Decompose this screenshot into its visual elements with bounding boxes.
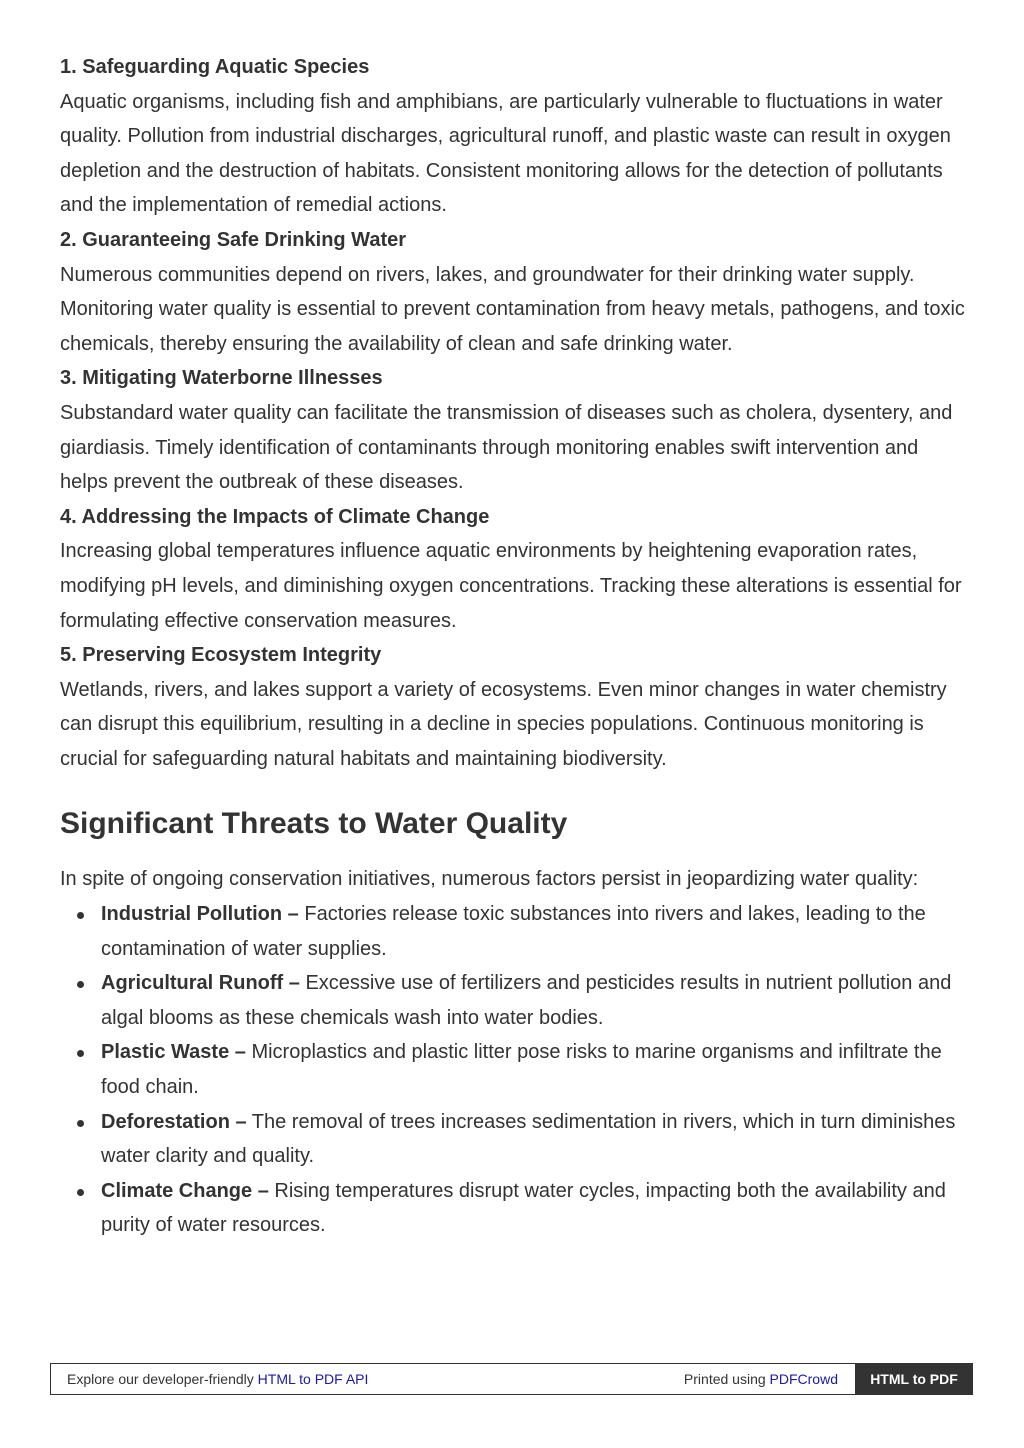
list-item bbox=[60, 1105, 970, 1174]
bullet-icon bbox=[77, 912, 84, 919]
threats-list bbox=[60, 897, 970, 1243]
list-item bbox=[60, 897, 970, 966]
bullet-icon bbox=[77, 1120, 84, 1127]
threat-term: Climate Change – bbox=[101, 1179, 269, 1202]
threats-title: Significant Threats to Water Quality bbox=[60, 807, 568, 841]
threat-text: Rising temperatures disrupt water cycles, impacting both the availability and purity of water resources. bbox=[101, 1179, 946, 1237]
threat-term: Agricultural Runoff – bbox=[101, 972, 300, 995]
footer-printed bbox=[684, 1364, 838, 1394]
threat-term: Industrial Pollution – bbox=[101, 903, 299, 926]
threat-text: Excessive use of fertilizers and pesticides results in nutrient pollution and algal blooms as these chemicals wash into water bodies. bbox=[101, 972, 952, 1029]
bullet-icon bbox=[77, 1050, 84, 1057]
threat-term: Plastic Waste – bbox=[101, 1041, 246, 1064]
html-to-pdf-badge[interactable]: HTML to PDF bbox=[855, 1363, 973, 1395]
section-heading-4: 4. Addressing the Impacts of Climate Change bbox=[60, 505, 490, 528]
section-body-5: Wetlands, rivers, and lakes support a variety of ecosystems. Even minor changes in water chemistry can disrupt this equilibrium, resulting in a decline in species populations. Continuous monitoring is crucial for safeguarding natural habitats and maintaining biodiversity. bbox=[60, 678, 947, 770]
section-body-1: Aquatic organisms, including fish and amphibians, are particularly vulnerable to fluctuations in water quality. Pollution from industrial discharges, agricultural runoff, and plastic waste can result in oxygen depletion and the destruction of habitats. Consistent monitoring allows for the detection of pollutants and the implementation of remedial actions. bbox=[60, 90, 951, 217]
threat-text: The removal of trees increases sedimentation in rivers, which in turn diminishes water clarity and quality. bbox=[101, 1110, 956, 1168]
list-item bbox=[60, 1035, 970, 1104]
list-item bbox=[60, 966, 970, 1035]
pdfcrowd-link[interactable]: PDFCrowd bbox=[769, 1371, 838, 1387]
section-heading-3: 3. Mitigating Waterborne Illnesses bbox=[60, 367, 383, 390]
section-heading-1: 1. Safeguarding Aquatic Species bbox=[60, 56, 370, 78]
section-body-2: Numerous communities depend on rivers, lakes, and groundwater for their drinking water supply. Monitoring water quality is essential to prevent contamination from heavy metals, pathogens, and toxic chemicals, thereby ensuring the availability of clean and safe drinking water. bbox=[60, 263, 965, 355]
bullet-icon bbox=[77, 1189, 84, 1196]
html-to-pdf-api-link[interactable]: HTML to PDF API bbox=[257, 1371, 369, 1387]
section-body-3: Substandard water quality can facilitate the transmission of diseases such as cholera, dysentery, and giardiasis. Timely identification of contaminants through monitoring enables swift intervention and helps prevent the outbreak of these diseases. bbox=[60, 401, 953, 494]
list-item bbox=[60, 1174, 970, 1243]
footer-printed-text: Printed using bbox=[683, 1371, 770, 1387]
section-heading-2: 2. Guaranteeing Safe Drinking Water bbox=[60, 228, 407, 251]
section-body-4: Increasing global temperatures influence aquatic environments by heightening evaporation rates, modifying pH levels, and diminishing oxygen concentrations. Tracking these alterations is essential for formulating effective conservation measures. bbox=[60, 540, 962, 632]
bullet-icon bbox=[77, 981, 84, 988]
threat-text: Factories release toxic substances into rivers and lakes, leading to the contamination of water supplies. bbox=[101, 903, 926, 960]
threats-intro: In spite of ongoing conservation initiatives, numerous factors persist in jeopardizing water quality: bbox=[60, 868, 919, 891]
threat-text: Microplastics and plastic litter pose risks to marine organisms and infiltrate the food chain. bbox=[101, 1041, 942, 1099]
footer-explore-text: Explore our developer-friendly bbox=[67, 1371, 258, 1387]
footer-explore bbox=[67, 1364, 368, 1394]
threat-term: Deforestation – bbox=[101, 1110, 247, 1133]
article-content bbox=[60, 50, 970, 1243]
pdfcrowd-footer bbox=[50, 1363, 973, 1395]
section-heading-5: 5. Preserving Ecosystem Integrity bbox=[60, 644, 382, 667]
